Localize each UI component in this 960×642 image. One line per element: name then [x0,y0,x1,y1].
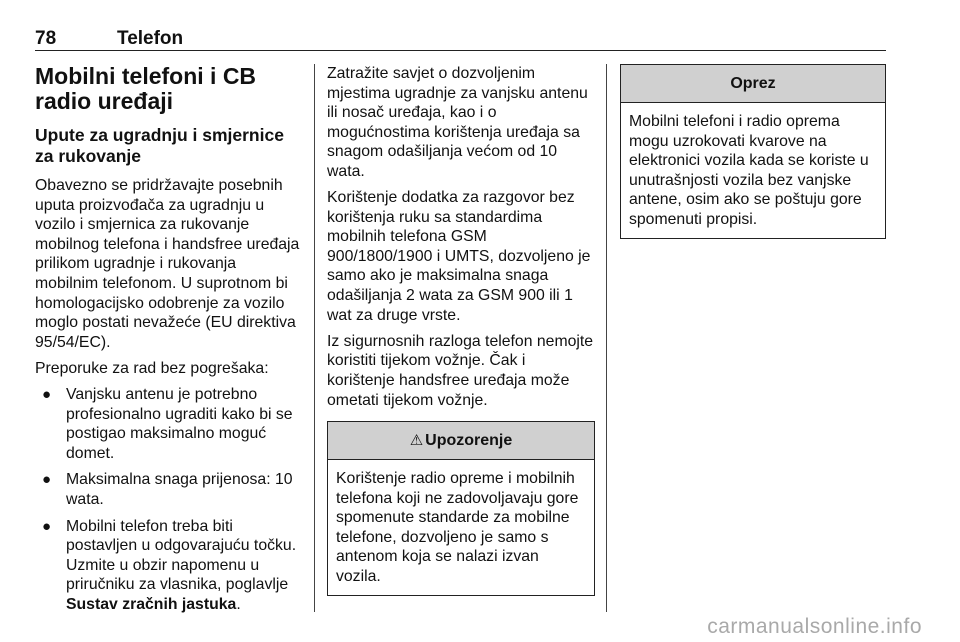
column-divider-1 [314,64,315,612]
watermark: carmanualsonline.info [707,615,922,638]
page-number: 78 [35,28,57,49]
cross-reference-link[interactable]: Sustav zračnih jastuka [66,595,237,613]
list-item [35,470,301,509]
list-item-end: . [236,595,241,613]
bullet-icon: ● [42,385,52,403]
page-title: Mobilni telefoni i CB radio uređaji [35,63,257,114]
column-3 [620,64,886,239]
page-header [35,28,886,51]
list-item-text: Vanjsku antenu je potrebno profesionalno ugraditi kako bi se postigao maksimalno moguć domet. [66,385,293,462]
paragraph: Zatražite savjet o dozvoljenim mjestima ugradnje za vanjsku antenu ili nosač uređaja, kao i o mogućnostima korištenja uređaja sa snagom odašiljanja većom od 10 wata. [327,65,588,180]
list-item-text: Maksimalna snaga prijenosa: 10 wata. [66,471,293,508]
column-divider-2 [606,64,607,612]
column-1 [35,64,301,621]
paragraph: Korištenje dodatka za razgovor bez korištenja ruku sa standardima mobilnih telefona GSM 900/1800/1900 i UMTS, dozvoljeno je samo ako je maksimalna snaga odašiljanja 2 wata za GSM 900 ili 1 wat za druge vrste. [327,189,591,324]
subsection-title: Upute za ugradnju i smjernice za rukovanje [35,125,284,166]
caution-box [620,64,886,239]
paragraph: Iz sigurnosnih razloga telefon nemojte koristiti tijekom vožnje. Čak i korištenje handsfree uređaja može ometati tijekom vožnje. [327,332,594,409]
paragraph: Preporuke za rad bez pogrešaka: [35,359,269,377]
warning-header [328,422,594,460]
paragraph: Obavezno se pridržavajte posebnih uputa proizvođača za ugradnju u vozilo i smjernica za rukovanje mobilnog telefona i handsfree uređaja prilikom ugradnje i rukovanja mobilnim telefonom. U suprotnom bi homologacijsko odobrenje za vozilo moglo postati nevažeće (EU direktiva 95/54/EC). [35,177,300,351]
warning-box [327,421,595,596]
list-item-text: Mobilni telefon treba biti postavljen u odgovarajuću točku. Uzmite u obzir napomenu u priručniku za vlasnika, poglavlje [66,517,297,594]
caution-text: Mobilni telefoni i radio oprema mogu uzrokovati kvarove na elektronici vozila kada se koriste u unutrašnjosti vozila bez vanjske antene, osim ako se poštuju gore spomenuti propisi. [629,113,869,228]
list-item [35,517,301,615]
caution-title: Oprez [621,65,885,103]
warning-text: Korištenje radio opreme i mobilnih telefona koji ne zadovoljavaju gore spomenute standarde za mobilne telefone, dozvoljeno je samo s antenom koja se nalazi izvan vozila. [336,470,579,586]
bullet-icon: ● [42,517,52,535]
section-title: Telefon [117,28,184,49]
warning-title: Upozorenje [425,432,513,450]
list-item [35,385,301,463]
column-2 [327,64,595,596]
warning-icon: ⚠ [409,432,424,450]
recommendation-list [35,385,301,615]
bullet-icon: ● [42,471,52,489]
